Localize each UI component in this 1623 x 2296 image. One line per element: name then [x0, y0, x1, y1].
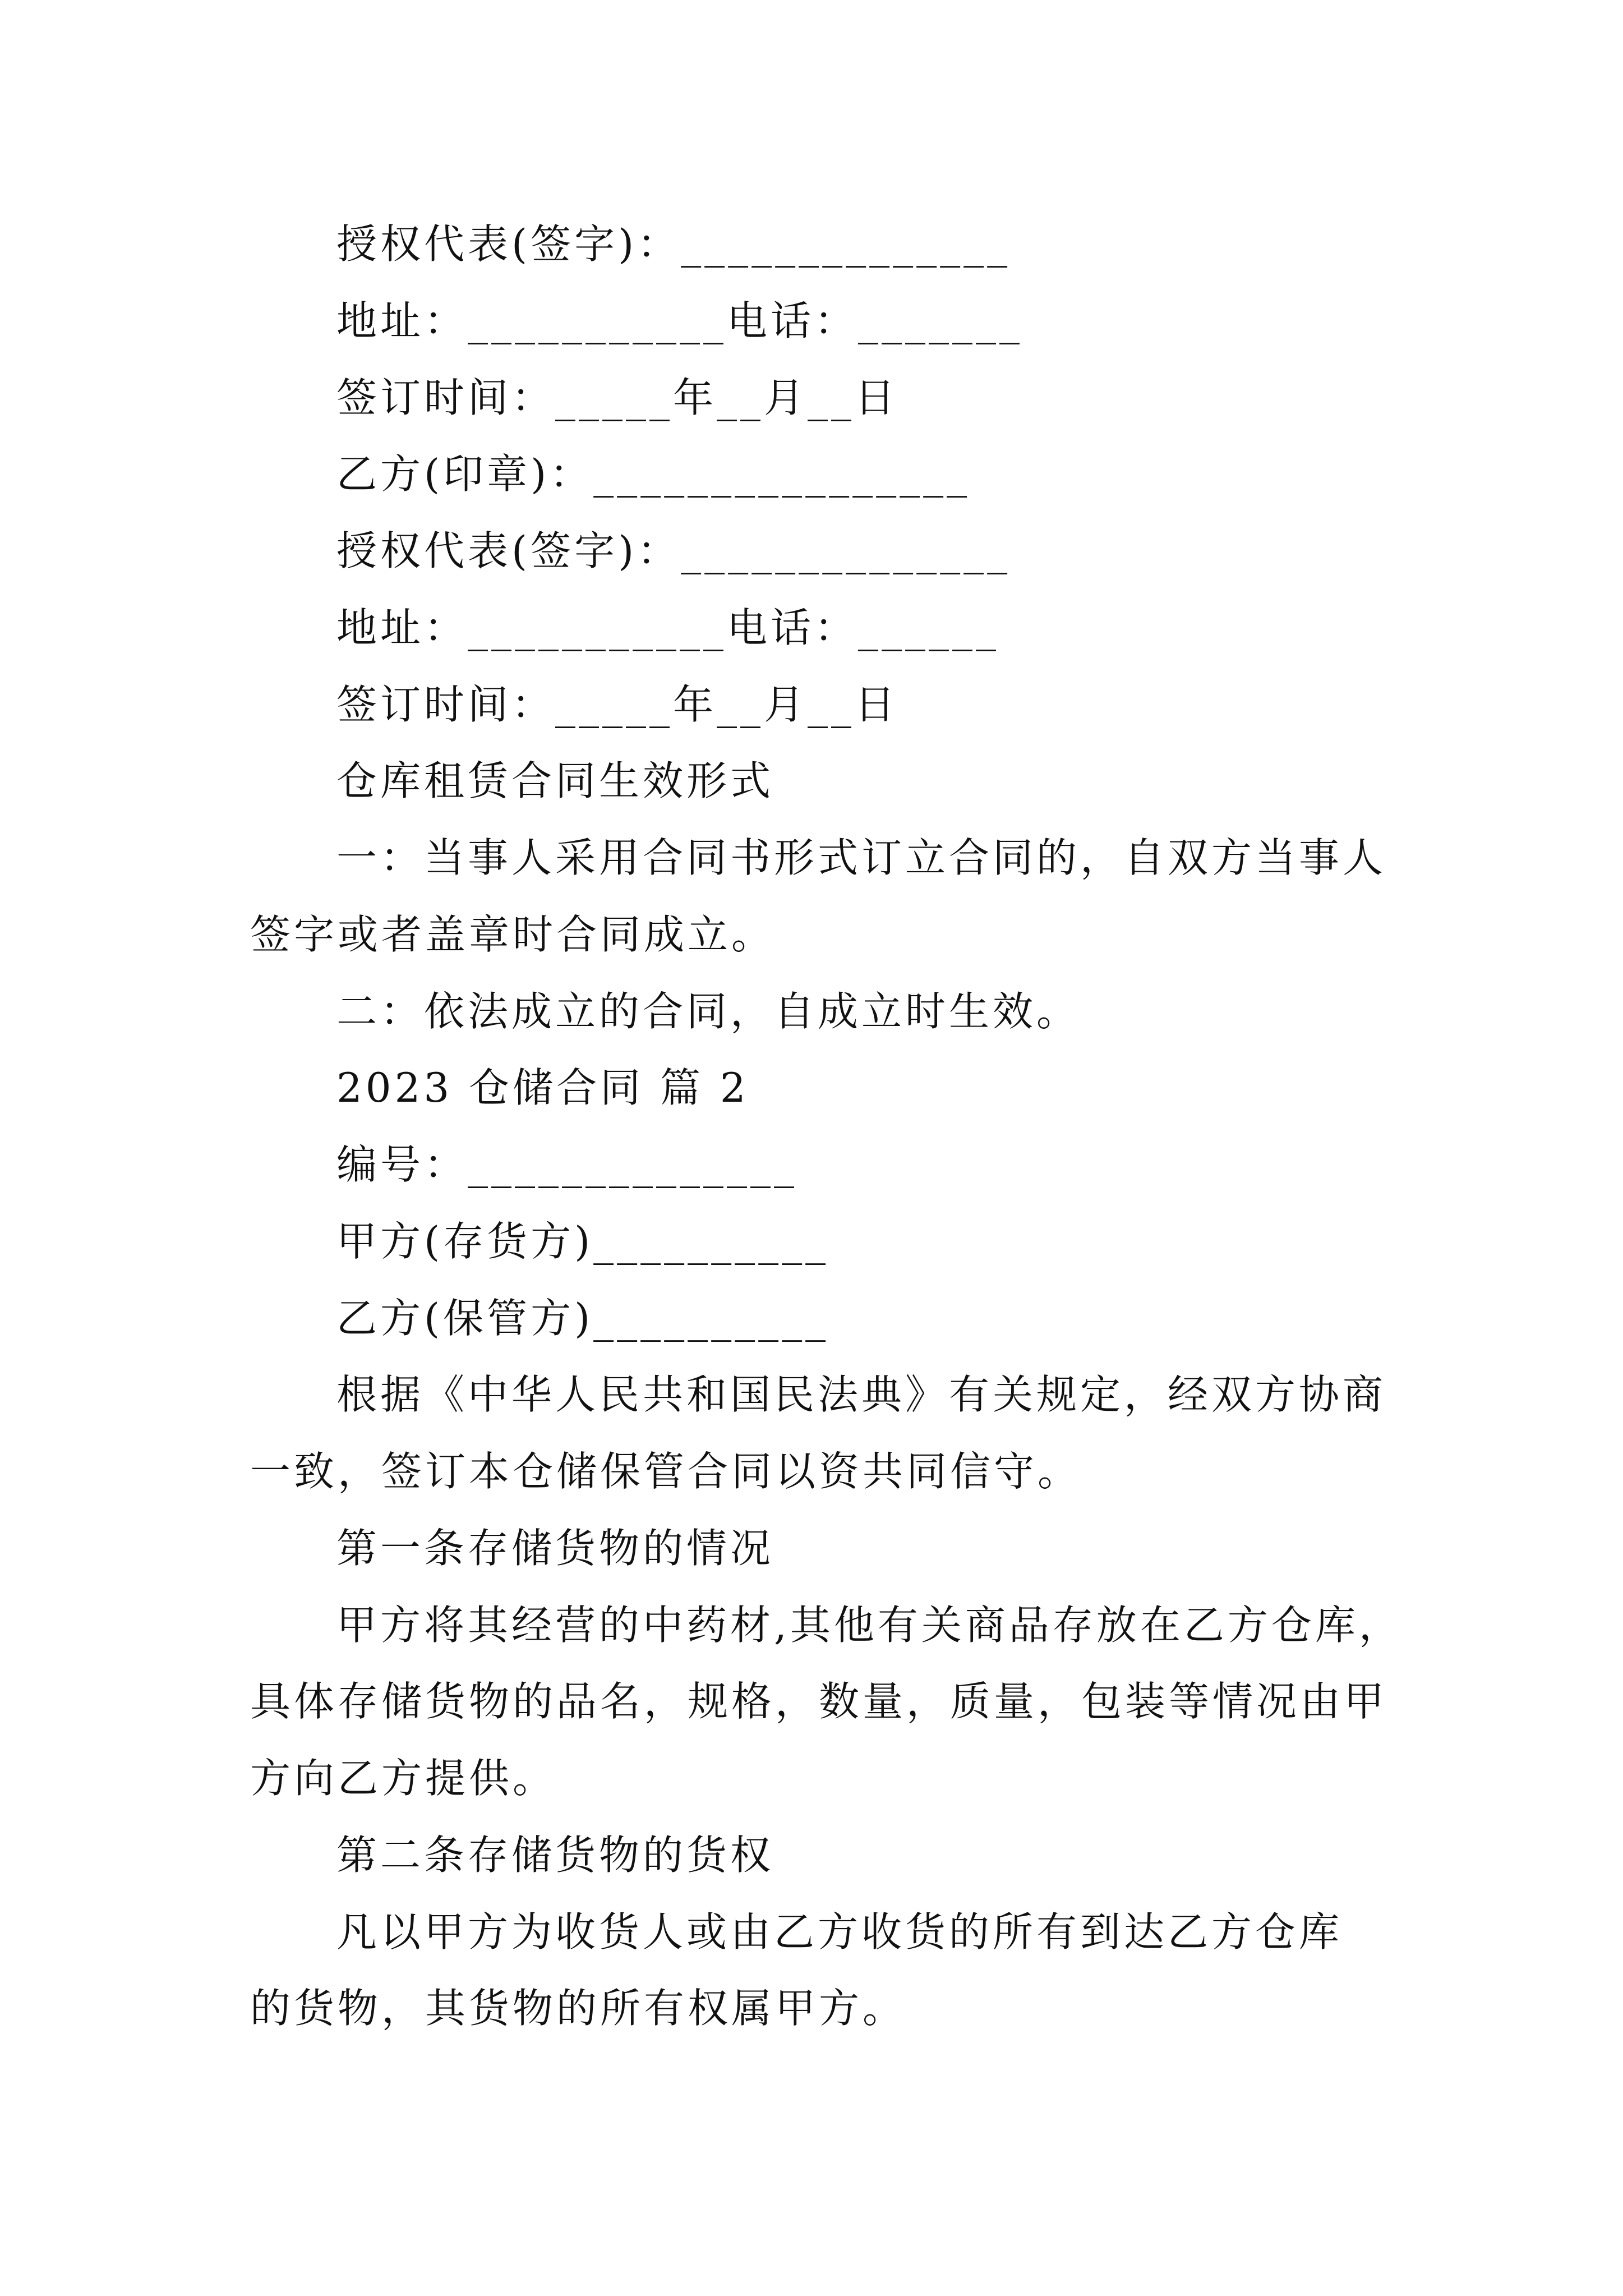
paragraph-line: 签字或者盖章时合同成立。 — [250, 911, 776, 958]
paragraph-line: 甲方将其经营的中药材,其他有关商品存放在乙方仓库， — [336, 1602, 1403, 1649]
signing-date-line-2: 签订时间：_____年__月__日 — [336, 681, 899, 728]
paragraph-line: 一：当事人采用合同书形式订立合同的，自双方当事人 — [336, 834, 1387, 881]
article-heading: 2023 仓储合同 篇 2 — [336, 1064, 749, 1111]
section-heading-effective-form: 仓库租赁合同生效形式 — [336, 757, 774, 804]
party-b-line: 乙方(保管方)__________ — [336, 1295, 829, 1342]
paragraph-line: 一致，签订本仓储保管合同以资共同信守。 — [250, 1448, 1082, 1495]
contract-number-line: 编号：______________ — [336, 1141, 798, 1188]
clause-heading-1: 第一条存储货物的情况 — [336, 1525, 774, 1572]
authorized-rep-signature-line: 授权代表(签字)：______________ — [336, 220, 1011, 268]
paragraph-line: 的货物，其货物的所有权属甲方。 — [250, 1985, 907, 2032]
party-a-line: 甲方(存货方)__________ — [336, 1218, 829, 1265]
paragraph-line: 根据《中华人民共和国民法典》有关规定，经双方协商 — [336, 1371, 1387, 1418]
address-phone-line: 地址：___________电话：_______ — [336, 297, 1023, 344]
paragraph-line: 二：依法成立的合同，自成立时生效。 — [336, 988, 1081, 1035]
authorized-rep-signature-line-2: 授权代表(签字)：______________ — [336, 527, 1011, 574]
signing-date-line: 签订时间：_____年__月__日 — [336, 374, 899, 421]
paragraph-line: 方向乙方提供。 — [250, 1755, 557, 1802]
party-b-seal-line: 乙方(印章)：________________ — [336, 450, 971, 498]
clause-heading-2: 第二条存储货物的货权 — [336, 1832, 774, 1879]
address-phone-line-2: 地址：___________电话：______ — [336, 604, 1000, 651]
paragraph-line: 凡以甲方为收货人或由乙方收货的所有到达乙方仓库 — [336, 1908, 1343, 1955]
paragraph-line: 具体存储货物的品名，规格，数量，质量，包装等情况由甲 — [250, 1678, 1388, 1725]
